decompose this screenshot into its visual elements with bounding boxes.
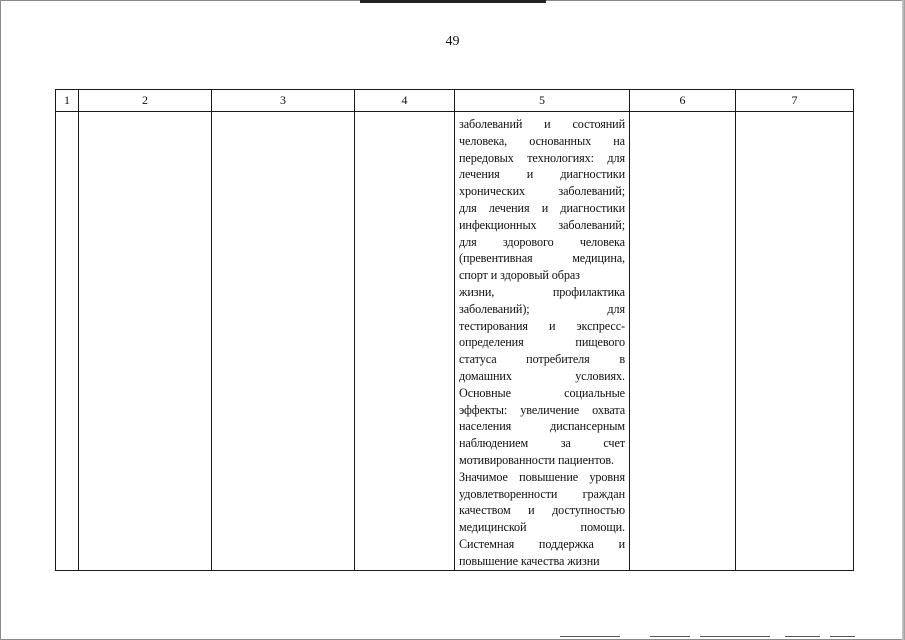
cell-col-6 [630,112,736,571]
text-line: статуса потребителя в [459,352,625,367]
text-line: домашних условиях. [459,368,625,383]
text-line: Значимое повышение уровня [459,469,625,484]
text-line: хронических заболеваний; [459,184,625,199]
text-line: заболеваний); для [459,301,625,316]
text-line: человека, основанных на [459,133,625,148]
cell-col-4 [355,112,455,571]
column-header-5: 5 [455,90,630,112]
text-line: жизни, профилактика [459,284,625,299]
column-header-1: 1 [56,90,79,112]
text-line: наблюдением за счет [459,436,625,451]
scan-bottom-marks [560,636,860,638]
text-line: для здорового человека [459,234,625,249]
text-line: инфекционных заболеваний; [459,217,625,232]
text-line: повышение качества жизни [459,553,600,568]
text-line: мотивированности пациентов. [459,452,614,467]
text-line: заболеваний и состояний [459,117,625,131]
text-line: лечения и диагностики [459,167,625,182]
column-header-2: 2 [79,90,212,112]
column-header-6: 6 [630,90,736,112]
text-line: Основные социальные [459,385,625,400]
column-header-3: 3 [212,90,355,112]
cell-col-3 [212,112,355,571]
text-line: эффекты: увеличение охвата [459,402,625,417]
text-line: Системная поддержка и [459,536,625,551]
page-number: 49 [445,34,460,49]
cell-col-2 [79,112,212,571]
table-row [56,112,854,571]
column-header-7: 7 [736,90,854,112]
header-row [56,90,854,112]
text-line: медицинской помощи. [459,520,625,535]
text-line: населения диспансерным [459,419,625,434]
text-line: определения пищевого [459,335,625,350]
text-line: спорт и здоровый образ [459,268,580,283]
scan-top-mark [360,0,546,3]
text-line: для лечения и диагностики [459,200,625,215]
text-line: тестирования и экспресс- [459,318,625,333]
cell-col-5 [455,112,630,571]
text-line: удовлетворенности граждан [459,486,625,501]
cell-col-7 [736,112,854,571]
document-table [55,89,854,571]
column-header-4: 4 [355,90,455,112]
cell-col-1 [56,112,79,571]
text-line: передовых технологиях: для [459,150,625,165]
cell-col-5-text [455,112,629,570]
text-line: качеством и доступностью [459,503,625,518]
text-line: (превентивная медицина, [459,251,625,266]
